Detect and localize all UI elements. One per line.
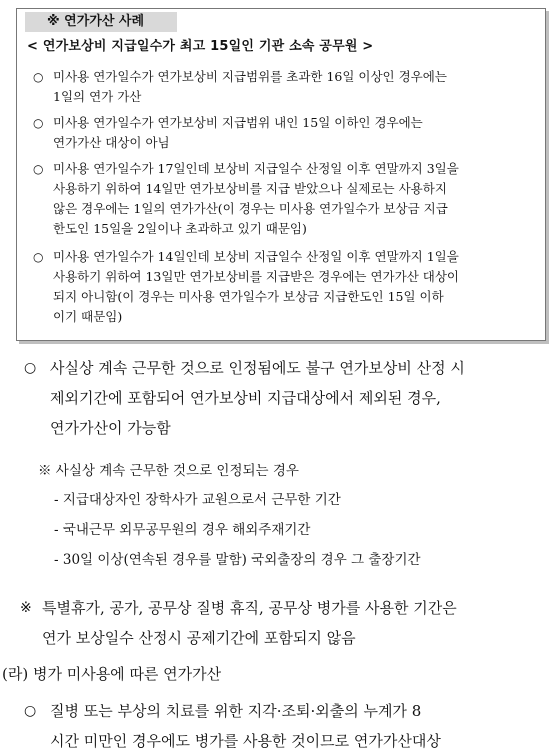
note-heading: ※ 사실상 계속 근무한 것으로 인정되는 경우 xyxy=(38,463,299,479)
paragraph-line: 제외기간에 포함되어 연가보상비 지급대상에서 제외된 경우, xyxy=(50,389,441,407)
paragraph-line: 특별휴가, 공가, 공무상 질병 휴직, 공무상 병가를 사용한 기간은 xyxy=(42,599,457,617)
case-line: 이기 때문임) xyxy=(53,309,123,324)
note-item: - 30일 이상(연속된 경우를 말함) 국외출장의 경우 그 출장기간 xyxy=(54,552,421,568)
circle-bullet-icon: ○ xyxy=(24,360,37,376)
case-line: 미사용 연가일수가 연가보상비 지급범위를 초과한 16일 이상인 경우에는 xyxy=(53,69,447,84)
case-item xyxy=(33,159,539,239)
box-label: ※ 연가가산 사례 xyxy=(25,12,177,32)
paragraph-line: 연가 보상일수 산정시 공제기간에 포함되지 않음 xyxy=(42,629,356,647)
note-item: - 국내근무 외무공무원의 경우 해외주재기간 xyxy=(54,522,311,538)
case-line: 사용하기 위하여 14일만 연가보상비를 지급 받았으나 실제로는 사용하지 xyxy=(53,181,447,196)
circle-bullet-icon: ○ xyxy=(33,116,44,130)
case-line: 1일의 연가 가산 xyxy=(53,89,142,104)
case-line: 미사용 연가일수가 17일인데 보상비 지급일수 산정일 이후 연말까지 3일을 xyxy=(53,161,459,176)
case-line: 않은 경우에는 1일의 연가가산(이 경우는 미사용 연가일수가 보상금 지급 xyxy=(53,201,448,216)
circle-bullet-icon: ○ xyxy=(33,250,44,264)
circle-bullet-icon: ○ xyxy=(33,162,44,176)
example-box xyxy=(16,8,546,341)
note-item: - 지급대상자인 장학사가 교원으로서 근무한 기간 xyxy=(54,492,341,508)
box-heading: < 연가보상비 지급일수가 최고 15일인 기관 소속 공무원 > xyxy=(27,39,374,54)
case-line: 되지 아니함(이 경우는 미사용 연가일수가 보상금 지급한도인 15일 이하 xyxy=(53,289,444,304)
case-item xyxy=(33,113,539,153)
reference-mark-icon: ※ xyxy=(20,600,32,616)
paragraph-line: 사실상 계속 근무한 것으로 인정됨에도 불구 연가보상비 산정 시 xyxy=(50,359,465,377)
case-line: 미사용 연가일수가 연가보상비 지급범위 내인 15일 이하인 경우에는 xyxy=(53,115,423,130)
case-line: 미사용 연가일수가 14일인데 보상비 지급일수 산정일 이후 연말까지 1일을 xyxy=(53,249,459,264)
case-item xyxy=(33,67,539,107)
paragraph-1 xyxy=(24,353,550,443)
case-line: 사용하기 위하여 13일만 연가보상비를 지급받은 경우에는 연가가산 대상이 xyxy=(53,269,459,284)
paragraph-line: 연가가산이 가능함 xyxy=(50,419,171,437)
paragraph-line: 질병 또는 부상의 치료를 위한 지각·조퇴·외출의 누계가 8 xyxy=(50,702,422,720)
circle-bullet-icon: ○ xyxy=(24,703,37,719)
paragraph-line: 시간 미만인 경우에도 병가를 사용한 것이므로 연가가산대상 xyxy=(50,732,441,750)
case-item xyxy=(33,247,539,327)
case-line: 연가가산 대상이 아님 xyxy=(53,135,170,150)
paragraph-2 xyxy=(20,593,552,653)
circle-bullet-icon: ○ xyxy=(33,70,44,84)
section-heading: (라) 병가 미사용에 따른 연가가산 xyxy=(2,665,222,683)
paragraph-3 xyxy=(24,696,550,756)
case-line: 한도인 15일을 2일이나 초과하고 있기 때문임) xyxy=(53,221,307,236)
